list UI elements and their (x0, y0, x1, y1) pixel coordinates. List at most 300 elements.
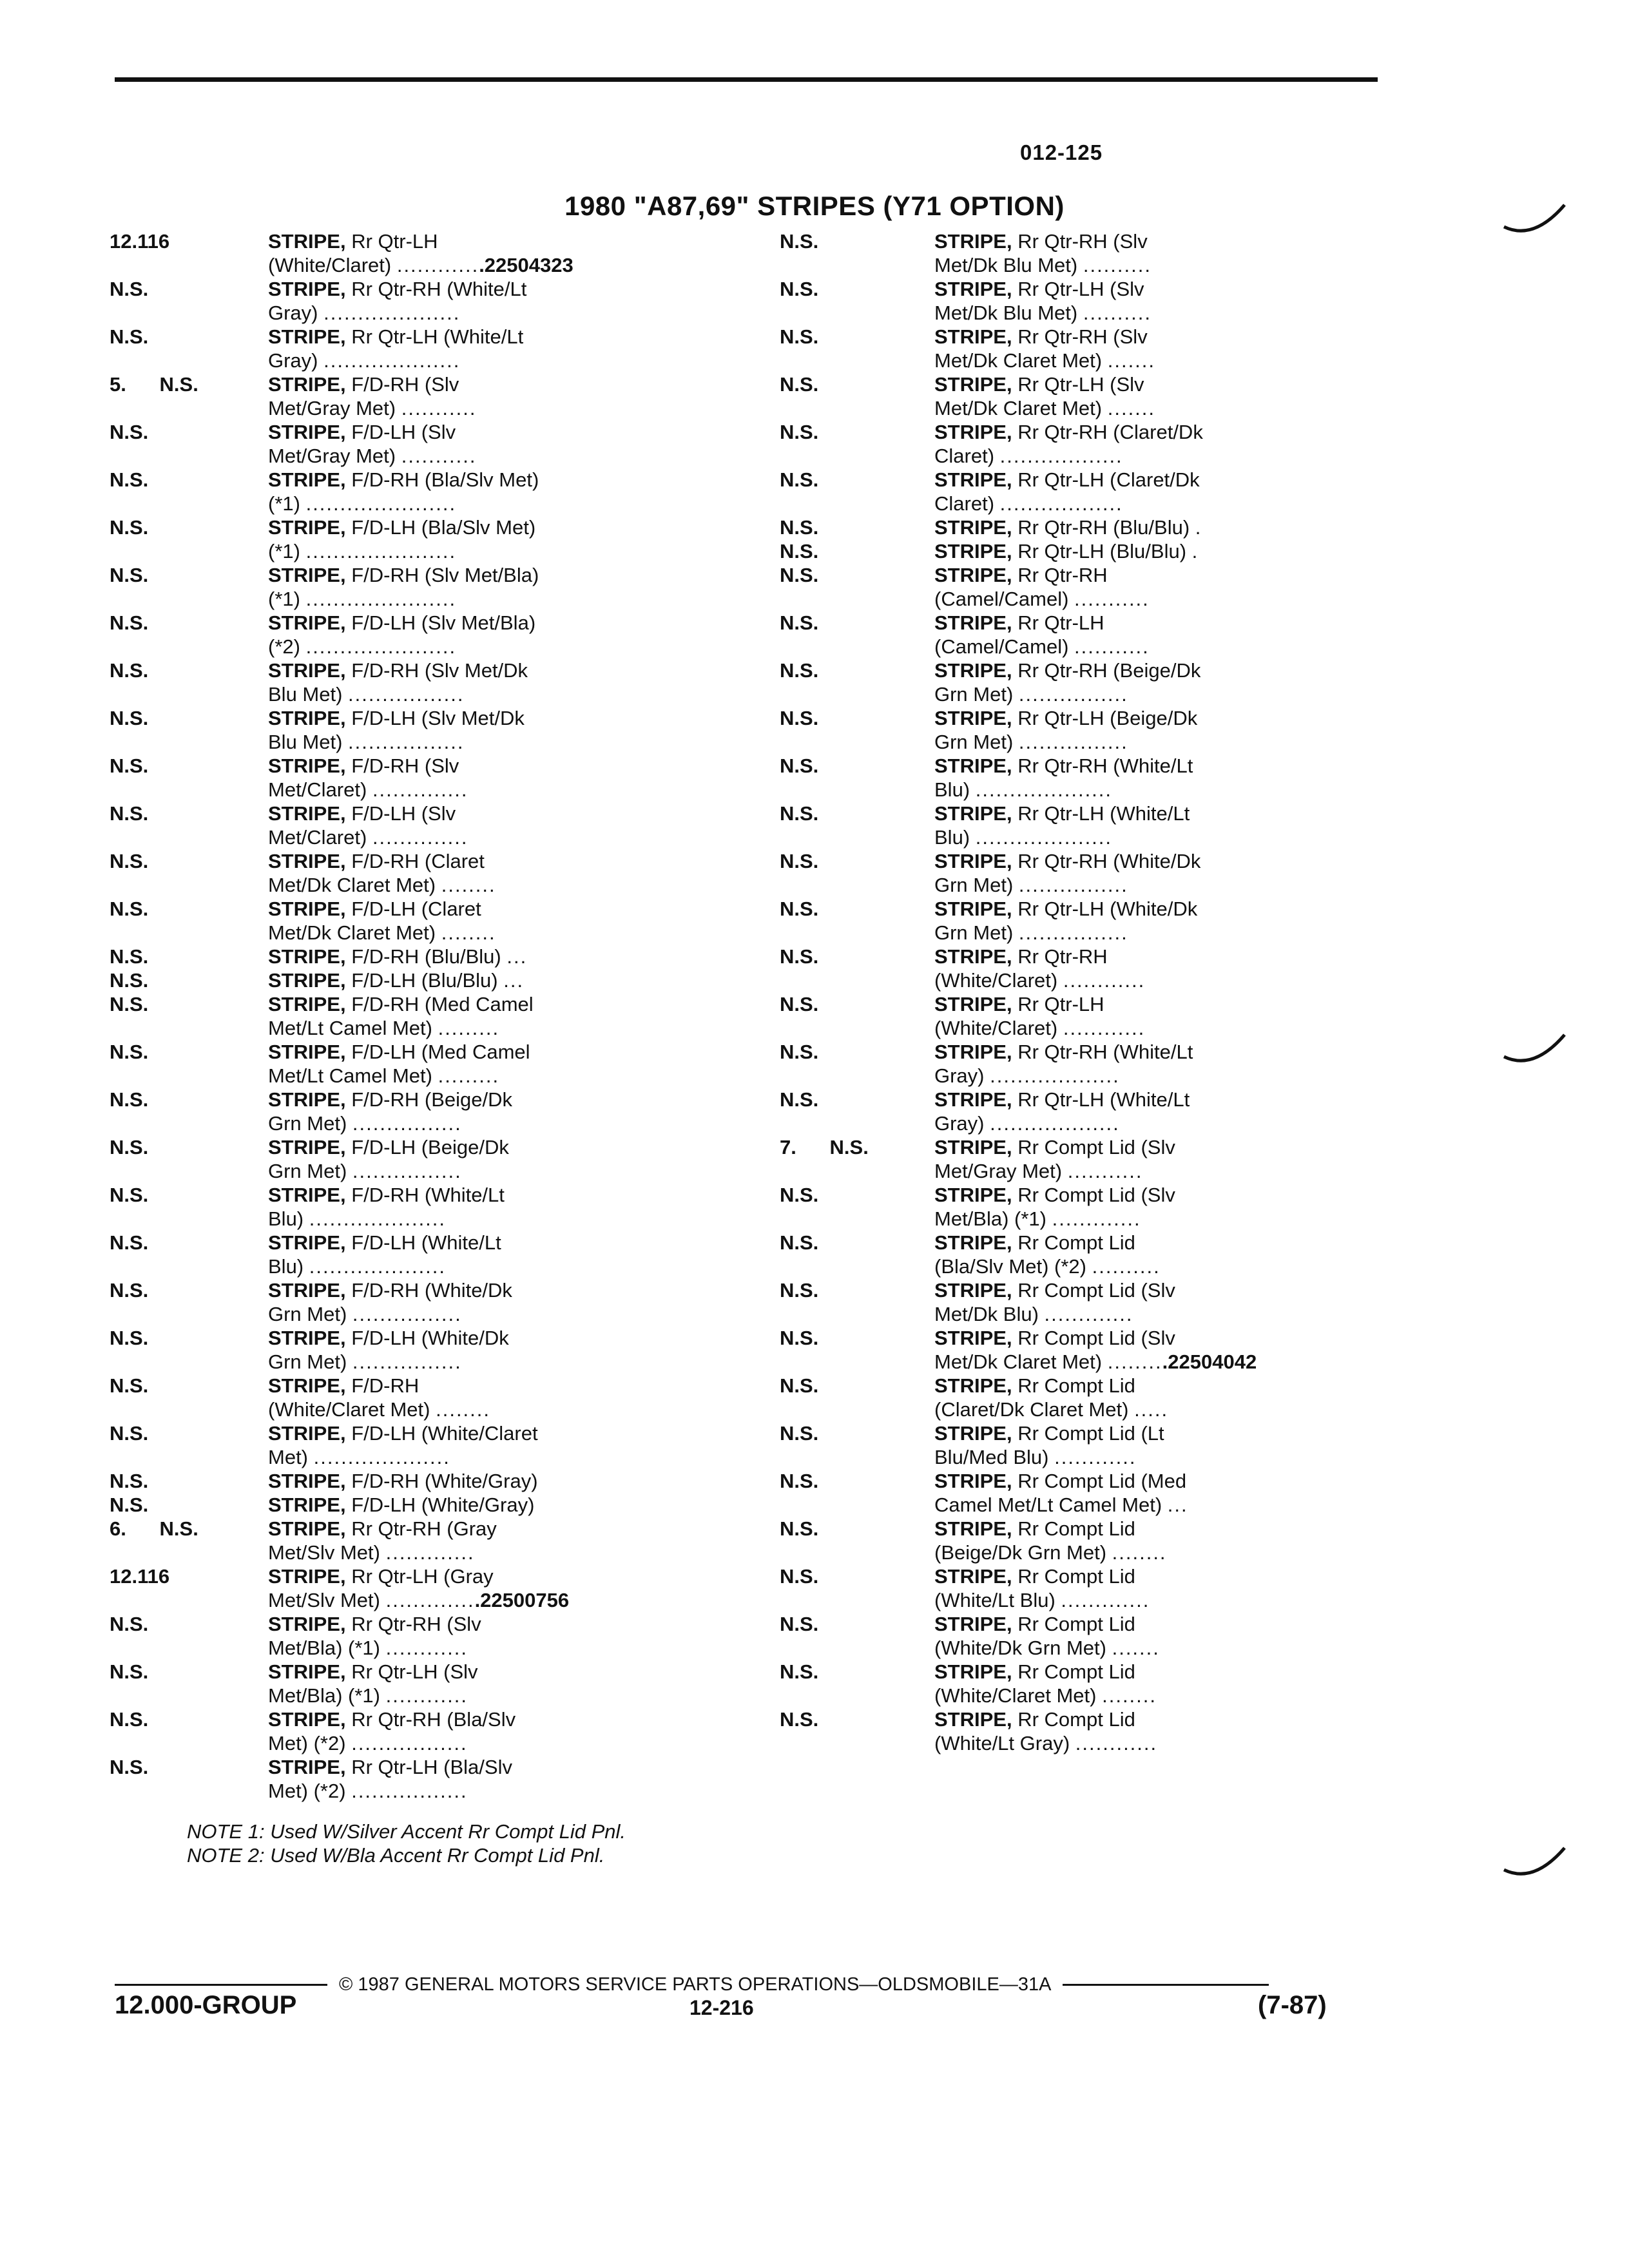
ref-number: 12.116 (110, 230, 170, 253)
part-description (268, 1469, 732, 1493)
leader-dots: ... (1167, 1494, 1188, 1516)
ref-number: N.S. (110, 754, 149, 777)
description-line-1: F/D-RH (Blu/Blu) (351, 945, 501, 968)
leader-dots: ..... (1134, 1398, 1169, 1421)
part-keyword: STRIPE, (268, 1088, 346, 1111)
part-keyword: STRIPE, (268, 1422, 346, 1445)
description-line-2: Met) (*2) (268, 1780, 346, 1802)
part-keyword: STRIPE, (268, 1565, 346, 1588)
check-mark-icon (1501, 201, 1572, 240)
leader-dots: ....... (1112, 1637, 1160, 1659)
parts-list-item (110, 1231, 760, 1278)
leader-dots: .............. (372, 778, 468, 801)
description-line-1: F/D-LH (Bla/Slv Met) (351, 516, 536, 539)
description-line-1: Rr Qtr-LH (Beige/Dk (1017, 707, 1198, 729)
description-line-1: Rr Qtr-LH (Slv (351, 1660, 478, 1683)
leader-dots: .................... (313, 1446, 450, 1468)
parts-list-item (110, 1183, 760, 1231)
parts-list-item (780, 539, 1431, 563)
description-line-1: F/D-LH (White/Gray) (351, 1494, 535, 1516)
description-line-1: Rr Qtr-RH (Bla/Slv (351, 1708, 516, 1731)
ref-number: N.S. (110, 516, 149, 539)
description-line-2: Met/Dk Claret Met) (268, 921, 436, 944)
leader-dots: ............. (385, 1589, 475, 1611)
part-description (934, 1612, 1398, 1660)
description-line-2: (White/Claret Met) (934, 1684, 1097, 1707)
leader-dots: ....... (1107, 397, 1156, 419)
ref-number: N.S. (780, 1041, 819, 1063)
leader-dots: ................... (990, 1112, 1120, 1135)
ref-number: N.S. (780, 1660, 819, 1683)
part-keyword: STRIPE, (268, 278, 346, 300)
description-line-1: Rr Qtr-LH (White/Dk (1017, 898, 1198, 920)
description-line-1: Rr Compt Lid (1017, 1708, 1135, 1731)
parts-list-item (110, 468, 760, 515)
part-description (934, 325, 1398, 372)
ref-number: N.S. (110, 1231, 149, 1254)
description-line-2: Grn Met) (268, 1160, 347, 1182)
description-line-1: Rr Compt Lid (1017, 1374, 1135, 1397)
ref-number: N.S. (110, 1660, 149, 1683)
part-description (934, 754, 1398, 802)
part-description (268, 515, 732, 563)
description-line-2: Met/Lt Camel Met) (268, 1017, 432, 1039)
leader-dots: ................ (1018, 683, 1128, 706)
parts-list-item (110, 849, 760, 897)
ref-number: N.S. (110, 1279, 149, 1302)
description-line-1: F/D-RH (Med Camel (351, 993, 534, 1015)
part-description (934, 611, 1398, 658)
part-keyword: STRIPE, (934, 1184, 1012, 1206)
ref-number: N.S. (780, 611, 819, 634)
ref-number: 7. N.S. (780, 1136, 869, 1158)
description-line-1: Rr Compt Lid (Med (1017, 1470, 1187, 1492)
ref-number: N.S. (110, 898, 149, 920)
ref-number: N.S. (110, 278, 149, 300)
ref-number: N.S. (780, 1422, 819, 1445)
description-line-1: Rr Compt Lid (1017, 1613, 1135, 1635)
parts-list-item (110, 992, 760, 1040)
part-keyword: STRIPE, (268, 1374, 346, 1397)
parts-list-item (780, 1040, 1431, 1088)
part-number: .22504042 (1162, 1350, 1257, 1373)
description-line-1: Rr Qtr-LH (White/Lt (351, 325, 524, 348)
description-line-2: Met/Claret) (268, 826, 367, 849)
footer-date: (7-87) (1258, 1991, 1327, 2019)
part-number: .22500756 (474, 1589, 570, 1611)
part-description (268, 992, 732, 1040)
description-line-1: Rr Compt Lid (Lt (1017, 1422, 1164, 1445)
part-keyword: STRIPE, (934, 754, 1012, 777)
leader-dots: ...................... (305, 492, 457, 515)
parts-list-item (780, 1374, 1431, 1421)
leader-dots: ............. (385, 1541, 475, 1564)
parts-list-item (780, 1707, 1431, 1755)
leader-dots: ........ (1107, 1350, 1162, 1373)
part-description (934, 1326, 1398, 1374)
ref-number: N.S. (780, 421, 819, 443)
description-line-1: Rr Qtr-RH (Slv (1017, 325, 1148, 348)
parts-list-item (780, 658, 1431, 706)
ref-number: N.S. (780, 325, 819, 348)
part-description (268, 1326, 732, 1374)
part-keyword: STRIPE, (268, 802, 346, 825)
part-description (268, 1612, 732, 1660)
part-keyword: STRIPE, (268, 1470, 346, 1492)
part-description (934, 1088, 1398, 1135)
ref-number: N.S. (110, 1327, 149, 1349)
description-line-1: Rr Qtr-LH (Blu/Blu) (1017, 540, 1187, 562)
description-line-1: Rr Compt Lid (Slv (1017, 1279, 1175, 1302)
description-line-2: Met/Bla) (*1) (934, 1207, 1046, 1230)
part-description (934, 1231, 1398, 1278)
description-line-2: (White/Claret Met) (268, 1398, 430, 1421)
description-line-1: F/D-LH (White/Claret (351, 1422, 538, 1445)
part-keyword: STRIPE, (268, 421, 346, 443)
part-keyword: STRIPE, (268, 1756, 346, 1778)
parts-list-item (110, 1421, 760, 1469)
part-keyword: STRIPE, (934, 850, 1012, 872)
parts-list-item (110, 563, 760, 611)
ref-number: 6. N.S. (110, 1517, 198, 1540)
ref-number: N.S. (110, 945, 149, 968)
footer-copyright: © 1987 GENERAL MOTORS SERVICE PARTS OPERATIONS—OLDSMOBILE—31A (339, 1974, 1052, 1995)
leader-dots: ... (506, 945, 528, 968)
description-line-2: Met/Slv Met) (268, 1589, 380, 1611)
part-description (934, 658, 1398, 706)
leader-dots: ........... (1074, 588, 1150, 610)
notes (187, 1820, 626, 1867)
leader-dots: ........ (436, 1398, 491, 1421)
description-line-1: F/D-LH (Beige/Dk (351, 1136, 509, 1158)
part-description (268, 325, 732, 372)
leader-dots: ............. (1052, 1207, 1141, 1230)
ref-number: N.S. (780, 898, 819, 920)
description-line-1: Rr Qtr-RH (White/Lt (351, 278, 527, 300)
part-description (268, 1517, 732, 1564)
part-description (268, 658, 732, 706)
description-line-1: F/D-RH (White/Lt (351, 1184, 505, 1206)
ref-number: N.S. (110, 468, 149, 491)
description-line-2: Blu) (268, 1255, 304, 1278)
parts-list-item (110, 1135, 760, 1183)
ref-number: N.S. (780, 373, 819, 396)
part-keyword: STRIPE, (268, 564, 346, 586)
parts-list-item (780, 897, 1431, 945)
ref-number: N.S. (780, 707, 819, 729)
part-keyword: STRIPE, (268, 1327, 346, 1349)
ref-number: N.S. (110, 707, 149, 729)
ref-number: N.S. (780, 230, 819, 253)
part-keyword: STRIPE, (934, 1422, 1012, 1445)
parts-list-item (110, 1660, 760, 1707)
parts-list-item (110, 897, 760, 945)
description-line-2: Camel Met/Lt Camel Met) (934, 1494, 1162, 1516)
ref-number: N.S. (110, 1184, 149, 1206)
description-line-1: Rr Qtr-LH (351, 230, 438, 253)
part-keyword: STRIPE, (934, 1231, 1012, 1254)
parts-list-item (110, 1469, 760, 1493)
part-description (934, 1564, 1398, 1612)
ref-number: N.S. (110, 969, 149, 992)
description-line-1: F/D-RH (White/Dk (351, 1279, 512, 1302)
description-line-2: (Bla/Slv Met) (*2) (934, 1255, 1086, 1278)
part-keyword: STRIPE, (934, 945, 1012, 968)
description-line-2: Grn Met) (934, 921, 1014, 944)
part-keyword: STRIPE, (268, 850, 346, 872)
part-keyword: STRIPE, (934, 373, 1012, 396)
part-keyword: STRIPE, (268, 1708, 346, 1731)
description-line-1: Rr Compt Lid (1017, 1565, 1135, 1588)
leader-dots: ............ (385, 1684, 468, 1707)
parts-list-item (110, 754, 760, 802)
ref-number: N.S. (110, 993, 149, 1015)
parts-list-item (780, 229, 1431, 277)
leader-dots: ................. (348, 683, 465, 706)
description-line-2: Met/Slv Met) (268, 1541, 380, 1564)
ref-number: N.S. (780, 1708, 819, 1731)
ref-number: N.S. (110, 1756, 149, 1778)
parts-list-item (780, 706, 1431, 754)
description-line-2: Met) (*2) (268, 1732, 346, 1754)
leader-dots: ............. (1061, 1589, 1150, 1611)
part-keyword: STRIPE, (934, 230, 1012, 253)
part-description (934, 1421, 1398, 1469)
leader-dots: ......... (438, 1064, 500, 1087)
part-description (934, 229, 1398, 277)
part-description (268, 754, 732, 802)
part-keyword: STRIPE, (268, 1231, 346, 1254)
ref-number: N.S. (110, 1613, 149, 1635)
description-line-1: Rr Qtr-LH (Slv (1017, 373, 1144, 396)
part-keyword: STRIPE, (268, 1184, 346, 1206)
leader-dots: ................... (990, 1064, 1120, 1087)
description-line-2: Met/Dk Claret Met) (934, 397, 1103, 419)
part-description (934, 849, 1398, 897)
part-keyword: STRIPE, (268, 1660, 346, 1683)
parts-list-item (780, 1660, 1431, 1707)
part-description (268, 1040, 732, 1088)
description-line-1: Rr Compt Lid (Slv (1017, 1136, 1175, 1158)
parts-list-item (110, 658, 760, 706)
description-line-1: Rr Qtr-LH (Bla/Slv (351, 1756, 512, 1778)
leader-dots: ................ (352, 1303, 462, 1325)
footer-page-number: 12-216 (689, 1996, 754, 2019)
leader-dots: ........... (1067, 1160, 1143, 1182)
part-description (268, 468, 732, 515)
part-description (268, 372, 732, 420)
part-keyword: STRIPE, (934, 1327, 1012, 1349)
description-line-2: (*2) (268, 635, 300, 658)
description-line-2: Gray) (268, 349, 318, 372)
ref-number: N.S. (780, 850, 819, 872)
ref-number: N.S. (110, 1494, 149, 1516)
part-description (934, 802, 1398, 849)
part-keyword: STRIPE, (268, 373, 346, 396)
parts-list-item (780, 277, 1431, 325)
description-line-2: Claret) (934, 492, 995, 515)
leader-dots: .......... (1083, 302, 1152, 324)
description-line-1: Rr Qtr-LH (Claret/Dk (1017, 468, 1200, 491)
part-keyword: STRIPE, (934, 540, 1012, 562)
parts-list-item (780, 849, 1431, 897)
description-line-2: Grn Met) (268, 1303, 347, 1325)
ref-number: N.S. (110, 1088, 149, 1111)
part-keyword: STRIPE, (268, 1517, 346, 1540)
description-line-1: F/D-LH (Blu/Blu) (351, 969, 498, 992)
check-mark-icon (1501, 1031, 1572, 1070)
description-line-1: Rr Qtr-LH (White/Lt (1017, 1088, 1190, 1111)
description-line-1: Rr Compt Lid (1017, 1660, 1135, 1683)
parts-list-item (110, 1374, 760, 1421)
part-keyword: STRIPE, (268, 1136, 346, 1158)
parts-list-item (110, 968, 760, 992)
description-line-1: Rr Qtr-RH (White/Lt (1017, 1041, 1193, 1063)
part-description (934, 539, 1398, 563)
part-keyword: STRIPE, (268, 898, 346, 920)
description-line-1: Rr Compt Lid (Slv (1017, 1327, 1175, 1349)
leader-dots: ...................... (305, 588, 457, 610)
part-description (268, 945, 732, 968)
part-description (268, 968, 732, 992)
description-line-1: Rr Qtr-RH (1017, 945, 1108, 968)
description-line-2: Blu Met) (268, 731, 343, 753)
ref-number: N.S. (780, 945, 819, 968)
description-line-2: Met/Dk Blu Met) (934, 254, 1078, 276)
part-description (268, 1564, 732, 1612)
ref-number: N.S. (780, 802, 819, 825)
leader-dots: ...................... (305, 635, 457, 658)
parts-list-item (110, 420, 760, 468)
description-line-2: Met/Dk Claret Met) (268, 874, 436, 896)
description-line-1: F/D-LH (Slv Met/Dk (351, 707, 525, 729)
ref-number: N.S. (110, 1041, 149, 1063)
part-keyword: STRIPE, (268, 707, 346, 729)
part-description (268, 1231, 732, 1278)
leader-dots: .............. (372, 826, 468, 849)
leader-dots: ................. (348, 731, 465, 753)
parts-list-item (110, 1278, 760, 1326)
parts-list-item (780, 420, 1431, 468)
part-description (268, 1660, 732, 1707)
description-line-1: Rr Qtr-LH (Gray (351, 1565, 494, 1588)
parts-list-item (780, 1564, 1431, 1612)
leader-dots: ............ (396, 254, 479, 276)
part-keyword: STRIPE, (934, 421, 1012, 443)
parts-list-item (110, 1088, 760, 1135)
description-line-2: Met) (268, 1446, 308, 1468)
parts-list-item (780, 1278, 1431, 1326)
footer-copyright-line (115, 1974, 1339, 1995)
check-mark-icon (1501, 1844, 1572, 1883)
ref-number: 5. N.S. (110, 373, 198, 396)
leader-dots: ........... (401, 397, 477, 419)
description-line-2: Claret) (934, 445, 995, 467)
part-description (268, 1088, 732, 1135)
part-keyword: STRIPE, (934, 659, 1012, 682)
description-line-1: F/D-RH (Slv (351, 754, 459, 777)
ref-number: N.S. (780, 1565, 819, 1588)
part-description (934, 1374, 1398, 1421)
description-line-2: Grn Met) (268, 1112, 347, 1135)
footer-rule-left (115, 1984, 327, 1986)
description-line-1: Rr Qtr-LH (1017, 993, 1104, 1015)
parts-list-item (110, 1326, 760, 1374)
part-keyword: STRIPE, (934, 993, 1012, 1015)
parts-list-item (110, 1755, 760, 1803)
description-line-1: Rr Qtr-RH (Slv (351, 1613, 481, 1635)
description-line-2: Met/Dk Blu Met) (934, 302, 1078, 324)
parts-list-item (780, 1231, 1431, 1278)
ref-number: N.S. (780, 1613, 819, 1635)
leader-dots: .................... (975, 778, 1113, 801)
part-description (268, 611, 732, 658)
top-rule (115, 77, 1378, 82)
part-description (268, 1278, 732, 1326)
parts-list-item (110, 229, 760, 277)
ref-number: N.S. (780, 278, 819, 300)
description-line-1: Rr Qtr-LH (1017, 611, 1104, 634)
part-description (934, 1040, 1398, 1088)
description-line-1: Rr Qtr-RH (Slv (1017, 230, 1148, 253)
description-line-2: (Beige/Dk Grn Met) (934, 1541, 1107, 1564)
ref-number: N.S. (110, 659, 149, 682)
note-2: NOTE 2: Used W/Bla Accent Rr Compt Lid Pnl. (187, 1844, 605, 1867)
part-keyword: STRIPE, (934, 1708, 1012, 1731)
description-line-1: F/D-LH (White/Dk (351, 1327, 509, 1349)
part-description (268, 420, 732, 468)
leader-dots: ........... (401, 445, 477, 467)
part-description (934, 1660, 1398, 1707)
ref-number: N.S. (780, 1517, 819, 1540)
part-description (934, 515, 1398, 539)
ref-number: N.S. (780, 659, 819, 682)
ref-number: N.S. (780, 1279, 819, 1302)
leader-dots: ........ (1112, 1541, 1167, 1564)
part-description (268, 1374, 732, 1421)
leader-dots: .................... (309, 1255, 447, 1278)
part-keyword: STRIPE, (268, 969, 346, 992)
ref-number: N.S. (780, 1327, 819, 1349)
parts-list-item (780, 1469, 1431, 1517)
ref-number: N.S. (110, 564, 149, 586)
description-line-1: Rr Qtr-LH (White/Lt (1017, 802, 1190, 825)
ref-number: N.S. (780, 1374, 819, 1397)
part-keyword: STRIPE, (934, 1613, 1012, 1635)
part-description (268, 706, 732, 754)
part-keyword: STRIPE, (934, 564, 1012, 586)
description-line-2: Met/Dk Claret Met) (934, 1350, 1103, 1373)
parts-list-item (780, 992, 1431, 1040)
part-description (268, 229, 732, 277)
part-keyword: STRIPE, (268, 325, 346, 348)
description-line-1: F/D-LH (Slv (351, 802, 456, 825)
description-line-2: (White/Lt Gray) (934, 1732, 1070, 1754)
left-parts-column (110, 229, 760, 1803)
description-line-2: Blu Met) (268, 683, 343, 706)
parts-list-item (780, 325, 1431, 372)
part-number: .22504323 (479, 254, 574, 276)
part-keyword: STRIPE, (934, 1136, 1012, 1158)
note-1: NOTE 1: Used W/Silver Accent Rr Compt Lid Pnl. (187, 1820, 626, 1843)
part-description (268, 802, 732, 849)
part-description (934, 1135, 1398, 1183)
leader-dots: .......... (1083, 254, 1152, 276)
leader-dots: ................ (1018, 921, 1128, 944)
description-line-1: Rr Qtr-RH (White/Lt (1017, 754, 1193, 777)
description-line-2: Blu) (934, 778, 970, 801)
ref-number: N.S. (110, 1136, 149, 1158)
